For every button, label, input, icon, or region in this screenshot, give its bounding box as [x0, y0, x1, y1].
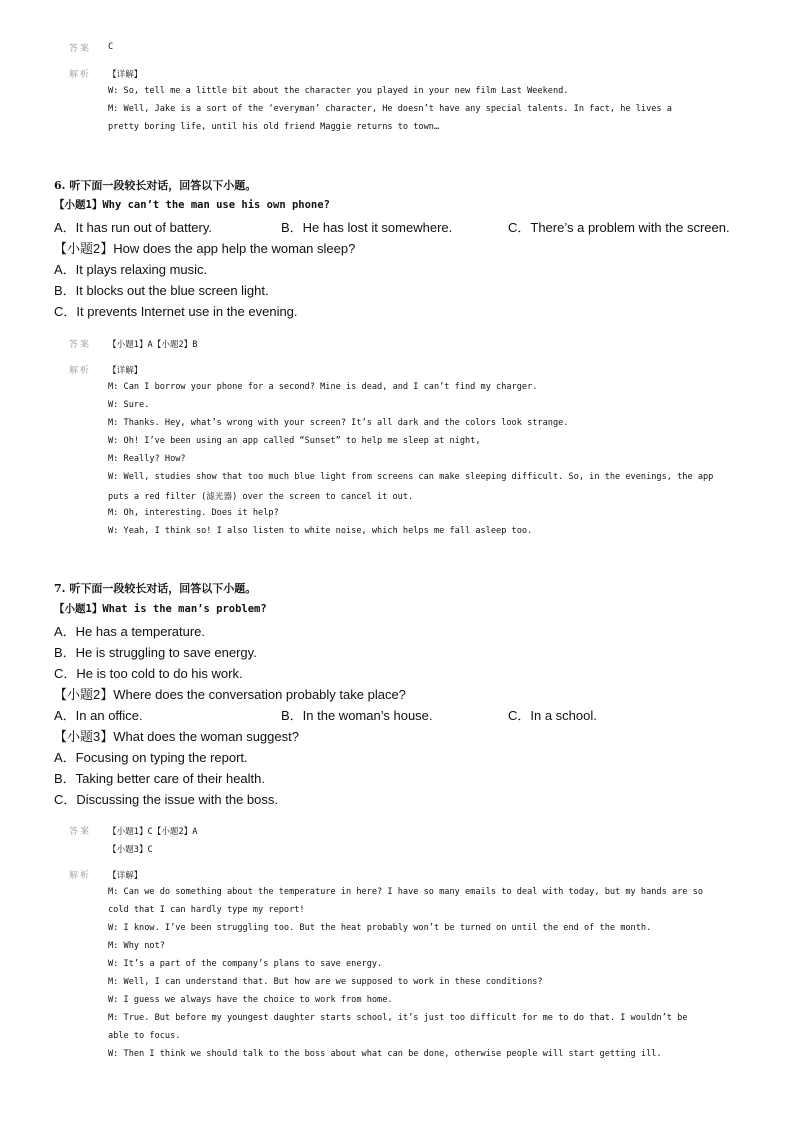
sub-question-2: 【小题2】How does the app help the woman sleep? — [54, 241, 356, 256]
transcript-line: M: Oh, interesting. Does it help? — [108, 508, 279, 518]
answer-value: C — [108, 42, 114, 52]
transcript-line: W: Then I think we should talk to the boss about what can be done, otherwise people will start getting ill. — [108, 1049, 662, 1059]
transcript-line: cold that I can hardly type my report! — [108, 905, 305, 915]
transcript-line: M: Well, I can understand that. But how are we supposed to work in these conditions? — [108, 977, 543, 987]
detail-label: 【详解】 — [108, 366, 143, 376]
answer-value: 【小题1】A【小题2】B — [108, 340, 198, 350]
transcript-line: puts a red filter (滤光器) over the screen to cancel it out. — [108, 492, 414, 502]
sub-question-3: 【小题3】What does the woman suggest? — [54, 729, 299, 744]
option-b: B．Taking better care of their health. — [54, 771, 266, 786]
transcript-line: able to focus. — [108, 1031, 181, 1041]
option-b: B．In the woman’s house. — [281, 708, 433, 723]
question-heading: 6. 听下面一段较长对话，回答以下小题。 — [54, 179, 257, 192]
transcript-line: M: True. But before my youngest daughter starts school, it’s just too difficult for me to do that. I wouldn’t be — [108, 1013, 688, 1023]
option-a: A．Focusing on typing the report. — [54, 750, 248, 765]
answer-label: 答案 — [69, 340, 92, 350]
option-b: B．It blocks out the blue screen light. — [54, 283, 269, 298]
option-c: C．He is too cold to do his work. — [54, 666, 243, 681]
option-c: C．There’s a problem with the screen. — [508, 220, 730, 235]
option-a: A．It has run out of battery. — [54, 220, 213, 235]
transcript-line: M: Really? How? — [108, 454, 186, 464]
option-b: B．He has lost it somewhere. — [281, 220, 453, 235]
transcript-line: M: Well, Jake is a sort of the ‘everyman’ character, He doesn’t have any special talents. In fact, he lives a — [108, 104, 672, 114]
analysis-label: 解析 — [69, 366, 92, 376]
answer-label: 答案 — [69, 44, 92, 54]
detail-label: 【详解】 — [108, 871, 143, 881]
transcript-line: M: Can I borrow your phone for a second? Mine is dead, and I can’t find my charger. — [108, 382, 538, 392]
transcript-line: M: Can we do something about the temperature in here? I have so many emails to deal with today, but my hands are so — [108, 887, 703, 897]
transcript-line: W: Oh! I’ve been using an app called “Sunset” to help me sleep at night, — [108, 436, 481, 446]
transcript-line: M: Why not? — [108, 941, 165, 951]
transcript-line: M: Thanks. Hey, what’s wrong with your screen? It’s all dark and the colors look strange. — [108, 418, 569, 428]
sub-question-1: 【小题1】Why can’t the man use his own phone? — [54, 199, 330, 211]
option-a: A．In an office. — [54, 708, 143, 723]
transcript-line: W: It’s a part of the company’s plans to save energy. — [108, 959, 383, 969]
option-b: B．He is struggling to save energy. — [54, 645, 257, 660]
answer-label: 答案 — [69, 827, 92, 837]
transcript-line: pretty boring life, until his old friend Maggie returns to town… — [108, 122, 440, 132]
transcript-line: W: Well, studies show that too much blue light from screens can make sleeping difficult. So, in the evenings, the app — [108, 472, 714, 482]
sub-question-2: 【小题2】Where does the conversation probably take place? — [54, 687, 406, 702]
option-a: A．It plays relaxing music. — [54, 262, 208, 277]
option-c: C．It prevents Internet use in the evening. — [54, 304, 298, 319]
option-c: C．In a school. — [508, 708, 597, 723]
transcript-line: W: I know. I’ve been struggling too. But the heat probably won’t be turned on until the end of the month. — [108, 923, 652, 933]
answer-value: 【小题1】C【小题2】A — [108, 827, 198, 837]
transcript-line: W: I guess we always have the choice to work from home. — [108, 995, 393, 1005]
analysis-label: 解析 — [69, 871, 92, 881]
option-a: A．He has a temperature. — [54, 624, 206, 639]
question-heading: 7. 听下面一段较长对话，回答以下小题。 — [54, 582, 257, 595]
analysis-label: 解析 — [69, 70, 92, 80]
transcript-line: W: Sure. — [108, 400, 150, 410]
option-c: C．Discussing the issue with the boss. — [54, 792, 278, 807]
transcript-line: W: Yeah, I think so! I also listen to white noise, which helps me fall asleep too. — [108, 526, 533, 536]
transcript-line: W: So, tell me a little bit about the character you played in your new film Last Weekend. — [108, 86, 569, 96]
answer-value: 【小题3】C — [108, 845, 153, 855]
sub-question-1: 【小题1】What is the man’s problem? — [54, 603, 267, 615]
detail-label: 【详解】 — [108, 70, 143, 80]
